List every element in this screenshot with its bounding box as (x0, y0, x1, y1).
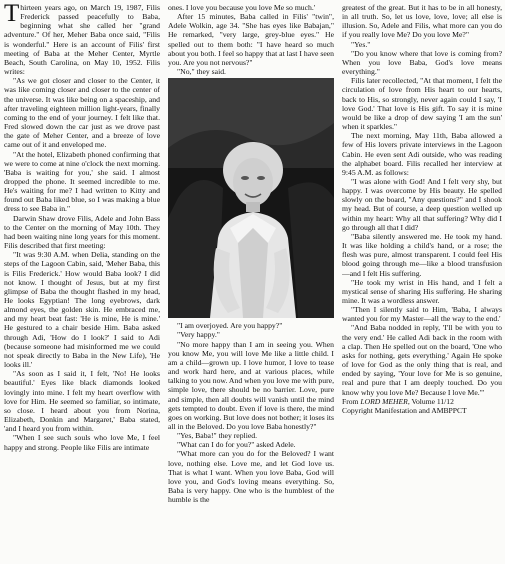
paragraph-text: "What more can you do for the Beloved? I want love, nothing else. Love me, and let God love us. That is what I want. When you love Baba, God will love you, and God's loving means everything. So, Baba is very happy. One who is the humblest of the humble is the (168, 449, 334, 505)
paragraph-text: "And Baba nodded in reply, 'I'll be with you to the very end.' He called Adi back in the room with a clap. Then He spelled out on the board, 'One who asks for nothing, gets everything.' Again He spoke of love for God as the only thing that is real, and ended by saying, 'Your love for Me is so genuine, real and pure that I am deeply touched. Do you know why you love Me? Because I love Me.'" (342, 323, 502, 397)
paragraph-text: The next morning, May 11th, Baba allowed a few of His lovers private interviews in the Lagoon Cabin. He even sent Adi outside, who was reading the alphabet board. Filis recalled her interview at 9:45 A.M. as follows: (342, 131, 502, 177)
paragraph-text: "As we got closer and closer to the Center, it was like coming closer and closer to the center of the universe. It was like being on a spaceship, and after traveling eighteen million light-years, finally coming to the end of your journey. I felt like that. Fred slowed down the car just as we drove past the gate of Meher Center, and a breeze of love came out of it and enveloped me. (4, 76, 160, 150)
paragraph-text: "I am overjoyed. Are you happy?" (177, 321, 283, 331)
column-3 (342, 3, 502, 560)
credit-source: LORD MEHER (360, 396, 408, 406)
paragraph-text: After 15 minutes, Baba called in Filis' "twin", Adele Wolkin, age 34. "She has eyes like Babajan," He remarked, "very large, grey-blue eyes." He spelled out to them both: "I have heard so much about you both. I feel so happy that at last I have seen you. Are you not nervous?" (168, 12, 334, 67)
paragraph (168, 330, 334, 339)
paragraph-text: "At the hotel, Elizabeth phoned confirming that we were to come at nine o'clock the next morning. 'Baba is waiting for you,' she said. I almost dropped the phone. It seemed incredible to me. He's waiting for me? I had written to Kitty and found out Baba liked blue, so I was making a blue dress to see Baba in." (4, 149, 160, 214)
paragraph-text: "When I see such souls who love Me, I feel happy and strong. People like Filis are intimate (4, 433, 160, 452)
paragraph (342, 76, 502, 131)
paragraph (342, 177, 502, 232)
paragraph-text: "Yes." (351, 39, 371, 49)
paragraph (342, 131, 502, 177)
paragraph (168, 12, 334, 67)
paragraph (342, 323, 502, 396)
paragraph-text: greatest of the great. But it has to be in all honesty, in all truth. So, let us love, love, love; all else is illusion. So, Adele and Filis, what more can you do if you really love Me? Do you love Me?" (342, 3, 502, 40)
paragraph (168, 321, 334, 330)
drop-cap: T (4, 3, 20, 27)
paragraph-text: "As soon as I said it, I felt, 'No! He looks beautiful.' Eyes like black diamonds looked lovingly into mine. I felt my heart overflow with love for Him. He seemed so familiar, so intimate, so close. I heard about you from Norina, Elizabeth, Donkin and Margaret,' Baba stated, 'and I heard you from within. (4, 369, 160, 434)
paragraph-text: "No more happy than I am in seeing you. When you know Me, you will love Me like a little child. I am a child—grown up. I love humor, I love to tease and work hard here, and at various places, while talking to you now. And when you love me with pure, simple love, there should be no barrier. Love, pure and simple, then all doubts will vanish until the mind gets tempted to doubt. Even if love is there, the mind goes on working. But love does not bother; it loses its all in the Beloved. Do you love Baba honestly?" (168, 339, 334, 431)
paragraph (4, 150, 160, 214)
paragraph (4, 250, 160, 369)
paragraph (4, 369, 160, 433)
portrait-photo (168, 78, 334, 318)
paragraph (168, 67, 334, 76)
paragraph-text: Darwin Shaw drove Filis, Adele and John Bass to the Center on the morning of May 10th. They had been waiting nine long years for this moment. Filis described that first meeting: (4, 213, 160, 251)
paragraph-text: "No," they said. (177, 67, 226, 77)
paragraph (342, 278, 502, 305)
column-1 (4, 3, 160, 560)
credit-copyright: Copyright Manifestation and AMBPPCT (342, 405, 467, 415)
paragraph (4, 433, 160, 451)
paragraph-text: Filis later recollected, "At that moment, I felt the circulation of love from His heart to our hearts, back to His, so strongly, never again could I say, 'I love God.' That love is His gift. To say it is mine would be like a drop of dew saying 'I am the sun' when it sparkles." (342, 76, 502, 132)
paragraph-text: hirteen years ago, on March 19, 1987, Filis Frederick passed peacefully to Baba, beginning what she called her "grand adventure." Of her, Meher Baba once said, "Filis is wonderful." Here is an account of Filis' first meeting of Baba at the Meher Center, Myrtle Beach, South Carolina, on May 10, 1952. Filis writes: (4, 3, 160, 77)
paragraph-text: "Then I silently said to Him, 'Baba, I always wanted you for my Master—all the way to the end.' (342, 305, 502, 324)
paragraph (168, 431, 334, 440)
paragraph (168, 340, 334, 432)
paragraph (168, 440, 334, 449)
paragraph-text: "What can I do for you?" asked Adele. (177, 440, 296, 450)
paragraph (4, 3, 160, 76)
paragraph (342, 3, 502, 40)
paragraph-text: "Very happy." (177, 330, 220, 340)
paragraph-text: "Yes, Baba!" they replied. (177, 431, 258, 441)
paragraph (168, 3, 334, 12)
paragraph (168, 449, 334, 504)
paragraph-text: "Baba silently answered me. He took my hand. It was like holding a child's hand, or a rose; the flesh was pure, almost transparent. I could feel His blood going through me—like a blood transfusion—and I felt His suffering. (342, 231, 502, 278)
paragraph-text: "I was alone with God! And I felt very shy, but happy. I was overcome by His beauty. He spelled slowly on the board, "Any questions?" and I shook my head. But of course, a deep question welled up within my heart: Why all that suffering? Why did I go through all that I did? (342, 176, 502, 232)
paragraph-text: ones. I love you because you love Me so much.' (168, 3, 316, 12)
portrait-illustration (168, 78, 334, 318)
paragraph (342, 49, 502, 76)
source-credit (342, 397, 502, 415)
paragraph-text: "Do you know where that love is coming from? When you love Baba, God's love means everything." (342, 48, 502, 77)
paragraph (342, 305, 502, 323)
column-2-bottom-text (168, 321, 334, 504)
paragraph (4, 214, 160, 251)
credit-volume: , Volume 11/12 (407, 396, 454, 406)
column-2-top-text (168, 3, 334, 76)
credit-prefix: From (342, 396, 361, 406)
paragraph (342, 40, 502, 49)
column-2 (168, 3, 334, 560)
paragraph-text: "It was 9:30 A.M. when Delia, standing on the steps of the Lagoon Cabin, said, 'Meher Baba, this is Filis Frederick.' How would Baba look? I did not know. I thought of Jesus, but at my first glimpse of Baba the thought flashed in my head, He looks Egyptian! The long eyebrows, dark almond eyes, the golden skin. He embraced me, and my heart beat fast: 'He is mine, He is mine.' He gestured to a chair beside Him. Baba asked through Adi, 'How do I look?' I said to Adi (because someone had misinformed me we could not speak directly to Baba in the New Life), 'He looks ill.' (4, 250, 160, 370)
paragraph (342, 232, 502, 278)
paragraph (4, 76, 160, 149)
paragraph-text: "He took my wrist in His hand, and I felt a mystical sense of sharing His suffering. He sharing mine. It was a wordless answer. (342, 277, 502, 305)
